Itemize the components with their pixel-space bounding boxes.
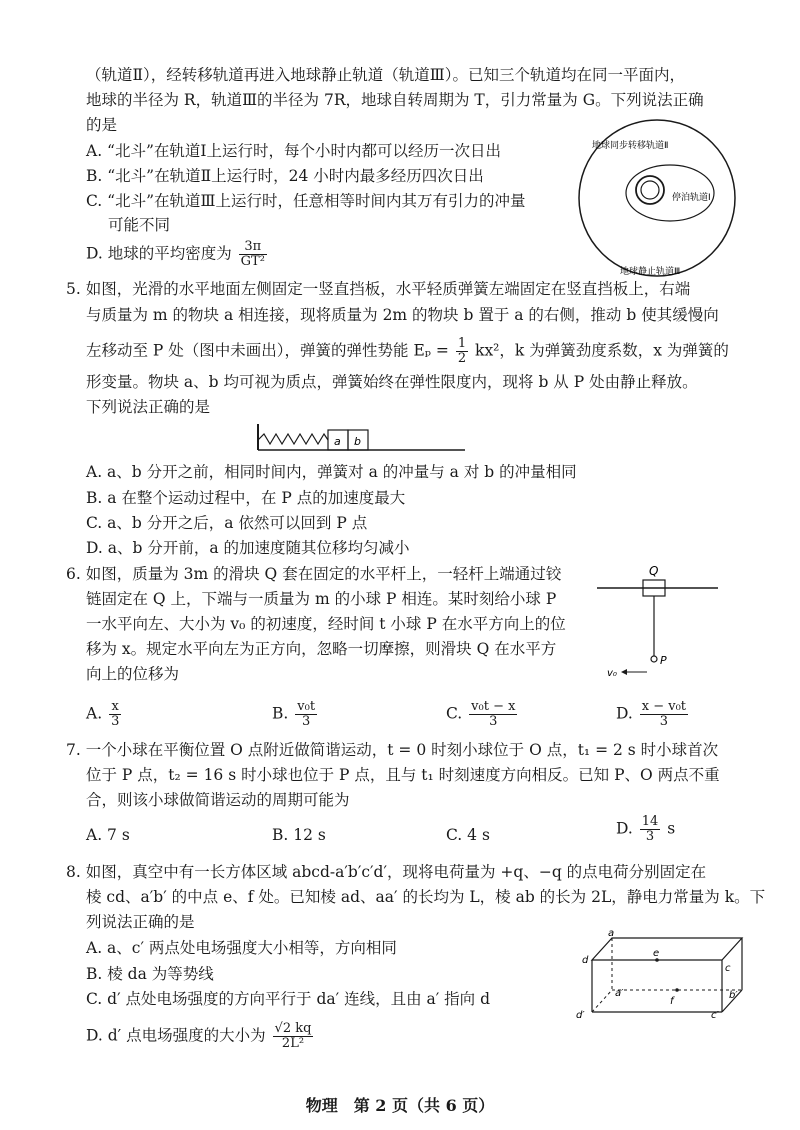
- transfer-orbit-label: 地球同步转移轨道Ⅱ: [592, 141, 669, 151]
- q5-line-5: 下列说法正确的是: [86, 398, 211, 416]
- q5-line-2: 与质量为 m 的物块 a 相连接，现将质量为 2m 的物块 b 置于 a 的右侧，推动 b 使其缓慢向: [86, 306, 719, 324]
- slider-q-label: Q: [649, 564, 659, 578]
- q7-option-d: [616, 815, 675, 844]
- q6-option-b: [272, 700, 319, 729]
- q7-line-1: 7. 一个小球在平衡位置 O 点附近做简谐运动，t = 0 时刻小球位于 O 点，t₁ = 2 s 时小球首次: [66, 741, 719, 759]
- q8-option-c: C. d′ 点处电场强度的方向平行于 da′ 连线，且由 a′ 指向 d: [86, 990, 491, 1008]
- q7-option-d-denominator: 3: [645, 829, 655, 844]
- earth-circle: [636, 176, 664, 204]
- label-b-prime: b′: [729, 990, 738, 1001]
- q5-option-a: A. a、b 分开之前，相同时间内，弹簧对 a 的冲量与 a 对 b 的冲量相同: [86, 463, 577, 481]
- velocity-arrow-head: [621, 669, 627, 675]
- q6-option-a-numerator: x: [109, 700, 121, 715]
- velocity-label: v₀: [607, 668, 617, 679]
- q6-option-d-denominator: 3: [659, 714, 669, 729]
- q6-line-2: 链固定在 Q 上，下端与一质量为 m 的小球 P 相连。某时刻给小球 P: [86, 590, 557, 608]
- q7-line-3: 合，则该小球做简谐运动的周期可能为: [86, 791, 350, 809]
- q7-option-d-fraction: [640, 815, 661, 844]
- q4-option-d-numerator: 3π: [239, 240, 267, 255]
- q6-line-1: 6. 如图，质量为 3m 的滑块 Q 套在固定的水平杆上，一轻杆上端通过铰: [66, 565, 562, 583]
- q5-option-b: B. a 在整个运动过程中，在 P 点的加速度最大: [86, 489, 406, 507]
- q6-line-3: 一水平向左、大小为 v₀ 的初速度，经时间 t 小球 P 在水平方向上的位: [86, 615, 566, 633]
- geo-orbit-label: 地球静止轨道Ⅲ: [620, 267, 681, 277]
- point-f: [675, 988, 679, 992]
- q5-line-1: 5. 如图，光滑的水平地面左侧固定一竖直挡板，水平轻质弹簧左端固定在竖直挡板上，右端: [66, 280, 691, 298]
- q8-option-d-denominator: 2L²: [281, 1036, 305, 1051]
- q6-option-b-denominator: 3: [302, 714, 311, 729]
- q4-option-d-text: D. 地球的平均密度为: [86, 244, 232, 263]
- q7-option-c: C. 4 s: [446, 826, 490, 844]
- q6-option-b-label: B.: [272, 704, 289, 723]
- q6-option-c-denominator: 3: [489, 714, 498, 729]
- q7-option-a: A. 7 s: [86, 826, 130, 844]
- q4-option-d-fraction: [239, 240, 267, 269]
- q6-option-a: [86, 700, 123, 729]
- q6-option-a-denominator: 3: [111, 714, 120, 729]
- q6-option-a-fraction: [109, 700, 121, 729]
- q5-energy-numerator: 1: [457, 336, 467, 351]
- ball-p: [651, 656, 657, 662]
- q6-option-d-numerator: x − v₀t: [641, 699, 687, 714]
- q7-line-2: 位于 P 点，t₂ = 16 s 时小球也位于 P 点，且与 t₁ 时刻速度方向相反。已知 P、O 两点不重: [86, 766, 720, 784]
- label-d: d: [582, 955, 589, 966]
- label-c: c: [725, 963, 731, 974]
- q8-option-d-numerator: √2 kq: [274, 1021, 312, 1036]
- parking-orbit-label: 停泊轨道Ⅰ: [672, 193, 711, 203]
- q4-line-3: 的是: [86, 116, 118, 134]
- q8-line-2: 棱 cd、a′b′ 的中点 e、f 处。已知棱 ad、aa′ 的长均为 L，棱 ab 的长为 2L，静电力常量为 k。下: [86, 888, 766, 906]
- q4-line-2: 地球的半径为 R，轨道Ⅲ的半径为 7R，地球自转周期为 T，引力常量为 G。下列说法正确: [86, 91, 704, 109]
- label-e: e: [653, 948, 660, 959]
- q5-line-3-b: kx²，k 为弹簧劲度系数，x 为弹簧的: [475, 341, 729, 360]
- block-b-label: b: [354, 435, 361, 448]
- q6-option-c-fraction: [469, 700, 517, 729]
- q4-option-c-cont: 可能不同: [108, 216, 171, 234]
- q4-option-c: C. “北斗”在轨道Ⅲ上运行时，任意相等时间内其万有引力的冲量: [86, 192, 526, 210]
- q5-line-3-a: 左移动至 P 处（图中未画出），弹簧的弹性势能 Eₚ =: [86, 341, 449, 360]
- block-a-label: a: [334, 435, 341, 448]
- page-footer: 物理 第 2 页（共 6 页）: [305, 1096, 495, 1115]
- q5-option-c: C. a、b 分开之后，a 依然可以回到 P 点: [86, 514, 368, 532]
- label-c-prime: c′: [711, 1010, 719, 1020]
- q5-line-3: [86, 337, 729, 366]
- q5-option-d: D. a、b 分开前，a 的加速度随其位移均匀减小: [86, 539, 410, 557]
- q8-option-d: [86, 1022, 315, 1051]
- q6-line-4: 移为 x。规定水平向左为正方向，忽略一切摩擦，则滑块 Q 在水平方: [86, 640, 557, 658]
- q6-line-5: 向上的位移为: [86, 665, 180, 683]
- q6-option-b-numerator: v₀t: [297, 699, 316, 714]
- parking-orbit-circle: [641, 181, 659, 199]
- q8-option-a: A. a、c′ 两点处电场强度大小相等，方向相同: [86, 939, 397, 957]
- ball-p-label: P: [660, 654, 667, 667]
- q6-option-d-label: D.: [616, 704, 633, 723]
- q8-line-3: 列说法正确的是: [86, 913, 195, 931]
- q5-line-4: 形变量。物块 a、b 均可视为质点，弹簧始终在弹性限度内，现将 b 从 P 处由静止释放。: [86, 373, 698, 391]
- q6-option-d: [616, 700, 690, 729]
- cuboid-top-face: [592, 938, 742, 960]
- q8-option-d-fraction: [273, 1022, 314, 1051]
- q6-option-c-label: C.: [446, 704, 463, 723]
- q8-option-d-text: D. d′ 点电场强度的大小为: [86, 1026, 266, 1045]
- spring: [258, 434, 328, 444]
- q6-option-c-numerator: v₀t − x: [471, 699, 516, 714]
- spring-diagram: [250, 420, 470, 460]
- q7-option-b: B. 12 s: [272, 826, 326, 844]
- q6-option-c: [446, 700, 519, 729]
- orbit-diagram: [570, 118, 745, 283]
- q8-option-b: B. 棱 da 为等势线: [86, 965, 214, 983]
- q6-option-d-fraction: [640, 700, 688, 729]
- q4-option-b: B. “北斗”在轨道Ⅱ上运行时，24 小时内最多经历四次日出: [86, 167, 484, 185]
- label-a: a: [608, 930, 615, 939]
- hidden-edge-da: [592, 990, 612, 1012]
- label-f: f: [670, 996, 674, 1007]
- slider-pendulum-diagram: [595, 562, 720, 682]
- label-d-prime: d′: [576, 1010, 585, 1020]
- q7-option-d-label: D.: [616, 819, 633, 838]
- q4-line-1: （轨道Ⅱ），经转移轨道再进入地球静止轨道（轨道Ⅲ）。已知三个轨道均在同一平面内，: [86, 66, 685, 84]
- q4-option-d-denominator: GT²: [240, 254, 265, 269]
- cuboid-diagram: [570, 930, 750, 1020]
- q4-option-d: [86, 240, 269, 269]
- q7-option-d-numerator: 14: [641, 814, 659, 829]
- q6-option-b-fraction: [295, 700, 317, 729]
- q8-line-1: 8. 如图，真空中有一长方体区域 abcd-a′b′c′d′，现将电荷量为 +q、−q 的点电荷分别固定在: [66, 863, 707, 881]
- q6-option-a-label: A.: [86, 704, 103, 723]
- q4-option-a: A. “北斗”在轨道Ⅰ上运行时，每个小时内都可以经历一次日出: [86, 142, 502, 160]
- q5-energy-denominator: 2: [457, 351, 467, 366]
- label-a-prime: a′: [615, 988, 624, 999]
- q5-energy-fraction: [456, 337, 468, 366]
- q7-option-d-unit: s: [667, 819, 676, 838]
